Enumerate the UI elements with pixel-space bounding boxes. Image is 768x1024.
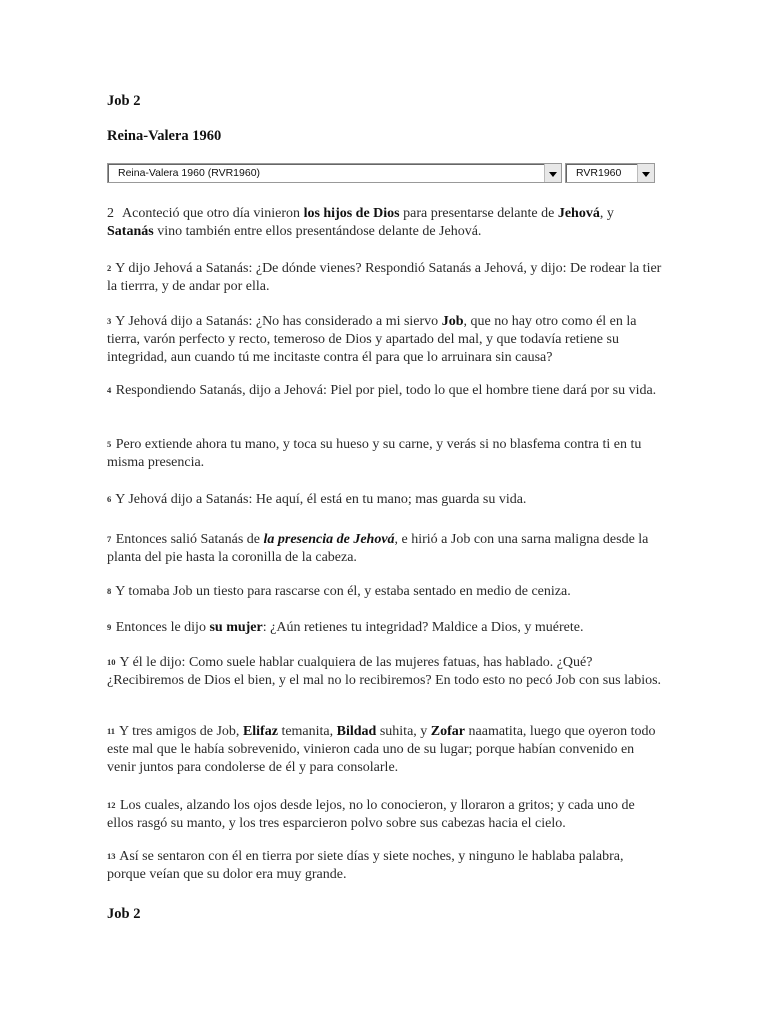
- version-selectors: [107, 163, 655, 185]
- verse-text: Entonces salió Satanás de: [115, 532, 264, 547]
- verse-number: 3: [107, 316, 112, 326]
- verse-text: temanita,: [277, 724, 337, 739]
- verse: [107, 654, 663, 690]
- verse-number: 11: [107, 726, 116, 736]
- verse-emphasis: Bildad: [336, 724, 377, 739]
- verse-number: 6: [107, 494, 112, 504]
- verse-number: 9: [107, 622, 112, 632]
- version-heading: Reina-Valera 1960: [107, 128, 222, 144]
- version-select-value: Reina-Valera 1960 (RVR1960): [118, 167, 261, 179]
- verse-text: Y Jehová dijo a Satanás: ¿No has considerado a mi siervo: [115, 314, 442, 329]
- verse-text: Pero extiende ahora tu mano, y toca su hueso y su carne, y verás si no blasfema contra ti en tu misma presencia.: [107, 437, 642, 470]
- verse-text: Y tomaba Job un tiesto para rascarse con él, y estaba sentado en medio de ceniza.: [115, 584, 571, 599]
- verse-number: 2: [107, 263, 112, 273]
- verse: [107, 313, 663, 367]
- verse-text: Y él le dijo: Como suele hablar cualquiera de las mujeres fatuas, has hablado. ¿Qué? ¿Recibiremos de Dios el bien, y el mal no lo recibiremos? En todo esto no pecó Job con sus labios.: [107, 655, 662, 688]
- verse: [107, 382, 663, 400]
- verse-text: Los cuales, alzando los ojos desde lejos, no lo conocieron, y lloraron a gritos; y cada uno de ellos rasgó su manto, y los tres esparcieron polvo sobre sus cabezas hacia el cielo.: [107, 798, 635, 831]
- version-select[interactable]: [107, 163, 562, 183]
- verse: [107, 848, 663, 884]
- abbreviation-select[interactable]: [565, 163, 655, 183]
- verse-emphasis: Job: [441, 314, 464, 329]
- verse-number: 2: [107, 206, 114, 221]
- verse: [107, 583, 663, 601]
- verse: [107, 260, 663, 296]
- abbreviation-select-value: RVR1960: [576, 167, 622, 179]
- verse-text: Y Jehová dijo a Satanás: He aquí, él está en tu mano; mas guarda su vida.: [115, 492, 527, 507]
- verse-emphasis: su mujer: [209, 620, 263, 635]
- verse: [107, 723, 663, 777]
- verse-number: 13: [107, 851, 116, 861]
- verse-text: naamatita, luego que oyeron todo este mal que le había sobrevenido, vinieron cada uno de su lugar; porque habían convenido en venir juntos para condolerse de él y para consolarle.: [107, 724, 656, 775]
- verse-text: Y dijo Jehová a Satanás: ¿De dónde vienes? Respondió Satanás a Jehová, y dijo: De rodear la tier la tierrra, y de andar por ella.: [107, 261, 662, 294]
- verse-text: Y tres amigos de Job,: [119, 724, 243, 739]
- verse-text: Aconteció que otro día vinieron: [122, 206, 304, 221]
- verse: [107, 797, 663, 833]
- verse-text: : ¿Aún retienes tu integridad? Maldice a Dios, y muérete.: [262, 620, 584, 635]
- verse-text: , que no hay otro como él en la tierra, varón perfecto y recto, temeroso de Dios y apartado del mal, y que todavía retiene su integridad, aun cuando tú me incitaste contra él para que lo arruinara sin causa?: [107, 314, 637, 365]
- verse-text: suhita, y: [376, 724, 431, 739]
- verse-emphasis: Satanás: [107, 224, 154, 239]
- verse-text: Así se sentaron con él en tierra por siete días y siete noches, y ninguno le hablaba palabra, porque veían que su dolor era muy grande.: [107, 849, 624, 882]
- footer-heading: Job 2: [107, 906, 141, 922]
- verse-text: Respondiendo Satanás, dijo a Jehová: Piel por piel, todo lo que el hombre tiene dará por su vida.: [115, 383, 657, 398]
- verse-number: 12: [107, 800, 116, 810]
- verse-number: 5: [107, 439, 112, 449]
- verse: [107, 205, 663, 241]
- verse-number: 10: [107, 657, 116, 667]
- verse-number: 7: [107, 534, 112, 544]
- verse-emphasis: la presencia de Jehová: [263, 532, 395, 547]
- verse-emphasis: Elifaz: [242, 724, 278, 739]
- book-heading: Job 2: [107, 93, 141, 109]
- verse: [107, 619, 663, 637]
- verse-number: 4: [107, 385, 112, 395]
- chevron-down-icon[interactable]: [544, 164, 561, 182]
- verse-text: , y: [599, 206, 614, 221]
- chevron-down-icon[interactable]: [637, 164, 654, 182]
- verse-text: vino también entre ellos presentándose delante de Jehová.: [153, 224, 482, 239]
- verse-number: 8: [107, 586, 112, 596]
- verse-emphasis: los hijos de Dios: [303, 206, 400, 221]
- verse-emphasis: Zofar: [430, 724, 466, 739]
- verse: [107, 531, 663, 567]
- verse: [107, 436, 663, 472]
- verse: [107, 491, 663, 509]
- verse-text: para presentarse delante de: [399, 206, 558, 221]
- verse-text: Entonces le dijo: [115, 620, 210, 635]
- verse-text: , e hirió a Job con una sarna maligna desde la planta del pie hasta la coronilla de la cabeza.: [107, 532, 649, 565]
- verse-emphasis: Jehová: [557, 206, 600, 221]
